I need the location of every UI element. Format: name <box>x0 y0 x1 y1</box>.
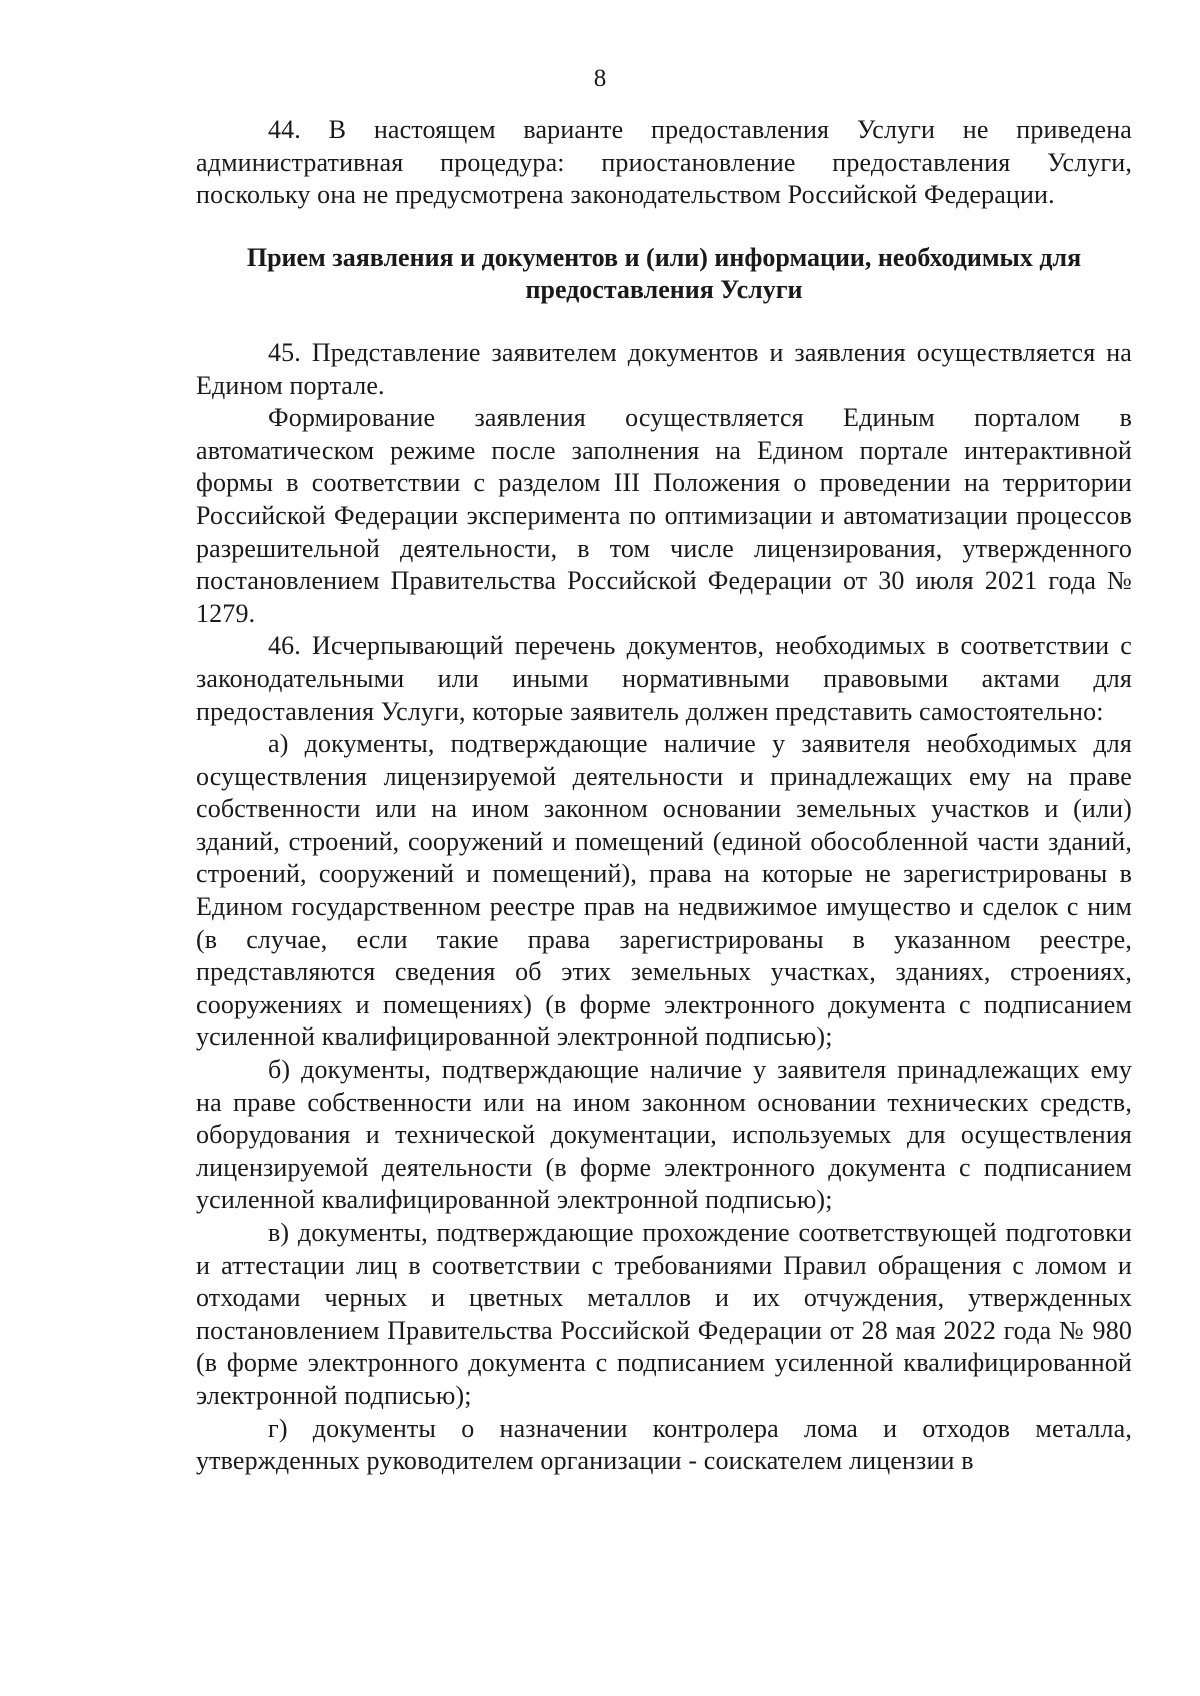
paragraph-45-formation: Формирование заявления осуществляется Единым порталом в автоматическом режиме после заполнения на Едином портале интерактивной формы в соответствии с разделом III Положения о проведении на территории Российской Федерации эксперимента по оптимизации и автоматизации процессов разрешительной деятельности, в том числе лицензирования, утвержденного постановлением Правительства Российской Федерации от 30 июля 2021 года № 1279. <box>196 403 1132 628</box>
paragraph-44: 44. В настоящем варианте предоставления Услуги не приведена административная процедура: приостановление предоставления Услуги, поскольку она не предусмотрена законодательством Российской Федерации. <box>196 115 1132 210</box>
list-item-b: б) документы, подтверждающие наличие у заявителя принадлежащих ему на праве собственности или на ином законном основании технических средств, оборудования и технической документации, используемых для осуществления лицензируемой деятельности (в форме электронного документа с подписанием усиленной квалифицированной электронной подписью); <box>196 1055 1132 1215</box>
paragraph-46: 46. Исчерпывающий перечень документов, необходимых в соответствии с законодательными или иными нормативными правовыми актами для предоставления Услуги, которые заявитель должен представить самостоятельно: <box>196 631 1132 726</box>
list-item-g: г) документы о назначении контролера лома и отходов металла, утвержденных руководителем организации - соискателем лицензии в <box>196 1413 1132 1476</box>
page-number: 8 <box>593 65 607 92</box>
document-body <box>196 114 1132 1478</box>
list-item-a: а) документы, подтверждающие наличие у заявителя необходимых для осуществления лицензируемой деятельности и принадлежащих ему на праве собственности или на ином законном основании земельных участков и (или) зданий, строений, сооружений и помещений (единой обособленной части зданий, строений, сооружений и помещений), права на которые не зарегистрированы в Едином государственном реестре прав на недвижимое имущество и сделок с ним (в случае, если такие права зарегистрированы в указанном реестре, представляются сведения об этих земельных участках, зданиях, строениях, сооружениях и помещениях) (в форме электронного документа с подписанием усиленной квалифицированной электронной подписью); <box>196 729 1132 1052</box>
section-heading: Прием заявления и документов и (или) информации, необходимых для предоставления Услуги <box>246 242 1082 305</box>
list-item-v: в) документы, подтверждающие прохождение соответствующей подготовки и аттестации лиц в соответствии с требованиями Правил обращения с ломом и отходами черных и цветных металлов и их отчуждения, утвержденных постановлением Правительства Российской Федерации от 28 мая 2022 года № 980 (в форме электронного документа с подписанием усиленной квалифицированной электронной подписью); <box>196 1218 1132 1410</box>
paragraph-45: 45. Представление заявителем документов и заявления осуществляется на Едином портале. <box>196 337 1132 400</box>
